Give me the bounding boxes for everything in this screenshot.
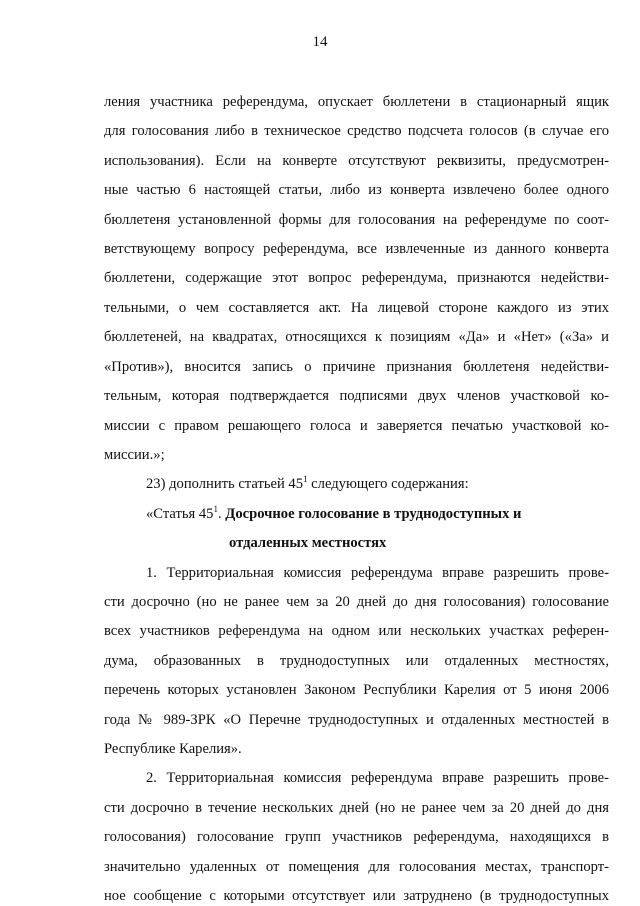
text-line: сти досрочно в течение нескольких дней (но не ранее чем за 20 дней до дня [104,800,609,816]
amendment-item [146,474,609,494]
text-line: дума, образованных в труднодоступных или отдаленных местностях, [104,653,609,669]
text-line: тельными, о чем составляется акт. На лицевой стороне каждого из этих [104,300,609,316]
text-line: «Против»), вносится запись о причине признания бюллетеня недействи- [104,359,609,375]
text-line: бюллетеня установленной формы для голосования на референдуме по соот- [104,212,609,228]
text-line: года № 989-ЗРК «О Перечне труднодоступных и отдаленных местностей в [104,712,609,728]
text-line: бюллетени, содержащие этот вопрос референдума, признаются недействи- [104,270,609,286]
text-line: миссии.»; [104,447,165,463]
text-line: голосования) голосование групп участников референдума, находящихся в [104,829,609,845]
text-line: ветствующему вопросу референдума, все извлеченные из данного конверта [104,241,609,257]
text-line: использования). Если на конверте отсутствуют реквизиты, предусмотрен- [104,153,609,169]
text-line: всех участников референдума на одном или нескольких участках референ- [104,623,609,639]
text-line: значительно удаленных от помещения для голосования местах, транспорт- [104,859,609,875]
amendment-sup: 1 [303,474,308,485]
text-line: миссии с правом решающего голоса и заверяется печатью участковой ко- [104,418,609,434]
text-line: перечень которых установлен Законом Республики Карелия от 5 июня 2006 [104,682,609,698]
article-sup: 1 [213,504,218,515]
page-number: 14 [312,34,328,50]
text-line: 1. Территориальная комиссия референдума вправе разрешить прове- [146,565,609,581]
article-dot: . [217,506,226,522]
text-line: Республике Карелия». [104,741,242,757]
text-line: для голосования либо в техническое средство подсчета голосов (в случае его [104,123,609,139]
text-line: ления участника референдума, опускает бюллетени в стационарный ящик [104,94,609,110]
amendment-suffix: следующего содержания: [307,476,469,492]
article-heading [146,504,609,524]
text-line: тельным, которая подтверждается подписями двух членов участковой ко- [104,388,609,404]
text-line: 2. Территориальная комиссия референдума вправе разрешить прове- [146,770,609,786]
text-line: ное сообщение с которыми отсутствует или затруднено (в труднодоступных [104,888,609,904]
article-title-line1: Досрочное голосование в труднодоступных и [225,506,522,522]
article-prefix: «Статья 45 [146,506,214,522]
text-line: ные частью 6 настоящей статьи, либо из конверта извлечено более одного [104,182,609,198]
text-line: сти досрочно (но не ранее чем за 20 дней до дня голосования) голосование [104,594,609,610]
amendment-prefix: 23) дополнить статьей 45 [146,476,304,492]
article-title-line2: отдаленных местностях [229,535,387,551]
text-line: бюллетеней, на квадратах, относящихся к позициям «Да» и «Нет» («За» и [104,329,609,345]
